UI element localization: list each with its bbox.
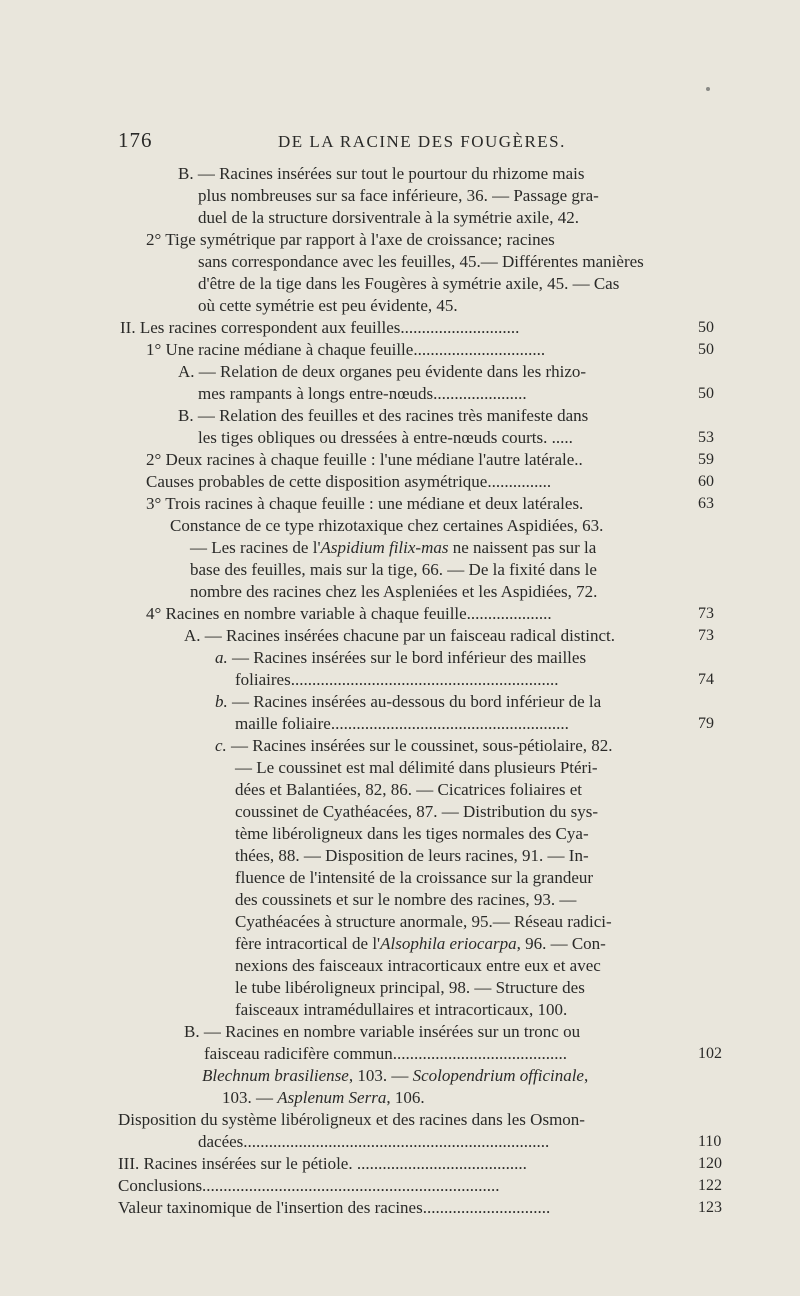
toc-entry [0,647,800,691]
toc-entry-line: mes rampants à longs entre-nœuds...................... [198,384,527,403]
toc-entry-line: III. Racines insérées sur le pétiole. ........................................ [118,1154,527,1173]
toc-entry [0,603,800,625]
toc-page-number: 50 [698,319,714,336]
toc-entry-line: d'être de la tige dans les Fougères à symétrie axile, 45. — Cas [198,274,620,293]
toc-entry-line: des coussinets et sur le nombre des racines, 93. — [235,890,577,909]
toc-entry-line: A. — Racines insérées chacune par un faisceau radical distinct. [184,626,615,645]
toc-entry-line: 4° Racines en nombre variable à chaque feuille.................... [146,604,552,623]
toc-entry-line: dacées........................................................................ [198,1132,550,1151]
toc-entry-line: maille foliaire........................................................ [235,714,569,733]
toc-page-number: 123 [698,1199,722,1216]
toc-entry [0,1153,800,1175]
toc-entry-line: c. — Racines insérées sur le coussinet, sous-pétiolaire, 82. [215,736,613,755]
table-of-contents [0,163,800,1219]
toc-entry-line: Blechnum brasiliense, 103. — Scolopendrium officinale, [202,1066,589,1085]
toc-entry-line: 1° Une racine médiane à chaque feuille............................... [146,340,546,359]
toc-page-number: 50 [698,385,714,402]
toc-entry-line: où cette symétrie est peu évidente, 45. [198,296,458,315]
toc-entry-line: — Les racines de l'Aspidium filix-mas ne naissent pas sur la [190,538,597,557]
toc-entry [0,1175,800,1197]
toc-entry [0,515,800,603]
toc-entry-line: Constance de ce type rhizotaxique chez certaines Aspidiées, 63. [170,516,604,535]
toc-page-number: 63 [698,495,714,512]
toc-entry [0,625,800,647]
toc-entry-line: thées, 88. — Disposition de leurs racines, 91. — In- [235,846,589,865]
toc-entry [0,1109,800,1153]
toc-entry [0,449,800,471]
toc-entry-line: duel de la structure dorsiventrale à la symétrie axile, 42. [198,208,579,227]
toc-page-number: 53 [698,429,714,446]
toc-entry [0,317,800,339]
toc-entry [0,229,800,317]
toc-entry-line: Cyathéacées à structure anormale, 95.— Réseau radici- [235,912,612,931]
toc-page-number: 79 [698,715,714,732]
toc-page-number: 110 [698,1133,722,1150]
toc-page-number: 102 [698,1045,722,1062]
toc-entry-line: 3° Trois racines à chaque feuille : une médiane et deux latérales. [146,494,584,513]
toc-entry-line: fère intracortical de l'Alsophila eriocarpa, 96. — Con- [235,934,606,953]
toc-entry-line: base des feuilles, mais sur la tige, 66. — De la fixité dans le [190,560,597,579]
toc-entry [0,691,800,735]
toc-entry-line: fluence de l'intensité de la croissance sur la grandeur [235,868,594,887]
toc-entry-line: B. — Racines en nombre variable insérées sur un tronc ou [184,1022,581,1041]
toc-entry-line: B. — Relation des feuilles et des racines très manifeste dans [178,406,589,425]
toc-entry-line: dées et Balantiées, 82, 86. — Cicatrices foliaires et [235,780,582,799]
toc-page-number: 74 [698,671,714,688]
toc-entry-line: coussinet de Cyathéacées, 87. — Distribution du sys- [235,802,599,821]
toc-entry [0,493,800,515]
toc-entry-line: B. — Racines insérées sur tout le pourtour du rhizome mais [178,164,585,183]
toc-entry [0,1197,800,1219]
toc-entry-line: le tube libéroligneux principal, 98. — Structure des [235,978,585,997]
toc-entry-line: nexions des faisceaux intracorticaux entre eux et avec [235,956,601,975]
toc-entry-line: plus nombreuses sur sa face inférieure, 36. — Passage gra- [198,186,599,205]
toc-page-number: 60 [698,473,714,490]
toc-entry-line: nombre des racines chez les Aspleniées et les Aspidiées, 72. [190,582,598,601]
toc-entry-line: Causes probables de cette disposition asymétrique............... [146,472,552,491]
toc-entry-line: a. — Racines insérées sur le bord inférieur des mailles [215,648,587,667]
toc-entry [0,361,800,405]
toc-entry-line: — Le coussinet est mal délimité dans plusieurs Ptéri- [235,758,598,777]
toc-entry [0,405,800,449]
toc-page-number: 50 [698,341,714,358]
toc-entry-line: II. Les racines correspondent aux feuilles............................ [120,318,520,337]
page-header [118,128,678,158]
toc-entry-line: Conclusions...................................................................... [118,1176,500,1195]
toc-entry-line: A. — Relation de deux organes peu évidente dans les rhizo- [178,362,587,381]
toc-page-number: 73 [698,605,714,622]
toc-entry [0,1065,800,1109]
toc-entry-line: Disposition du système libéroligneux et des racines dans les Osmon- [118,1110,585,1129]
toc-entry [0,471,800,493]
toc-entry-line: faisceaux intramédullaires et intracorticaux, 100. [235,1000,568,1019]
toc-page-number: 120 [698,1155,722,1172]
toc-entry [0,163,800,229]
toc-entry-line: foliaires............................................................... [235,670,559,689]
toc-entry-line: faisceau radicifère commun......................................... [204,1044,568,1063]
toc-entry [0,735,800,1021]
toc-entry-line: sans correspondance avec les feuilles, 45.— Différentes manières [198,252,644,271]
toc-page-number: 73 [698,627,714,644]
paper-speck [706,87,710,91]
toc-entry-line: les tiges obliques ou dressées à entre-nœuds courts. ..... [198,428,573,447]
toc-entry [0,1021,800,1065]
toc-entry-line: b. — Racines insérées au-dessous du bord inférieur de la [215,692,602,711]
toc-entry-line: tème libéroligneux dans les tiges normales des Cya- [235,824,589,843]
page-number: 176 [118,128,153,152]
toc-entry-line: 103. — Asplenum Serra, 106. [222,1088,425,1107]
toc-entry-line: Valeur taxinomique de l'insertion des racines.............................. [118,1198,551,1217]
toc-entry-line: 2° Tige symétrique par rapport à l'axe de croissance; racines [146,230,555,249]
toc-entry-line: 2° Deux racines à chaque feuille : l'une médiane l'autre latérale.. [146,450,583,469]
toc-page-number: 122 [698,1177,722,1194]
toc-entry [0,339,800,361]
running-title: DE LA RACINE DES FOUGÈRES. [278,132,566,151]
toc-page-number: 59 [698,451,714,468]
